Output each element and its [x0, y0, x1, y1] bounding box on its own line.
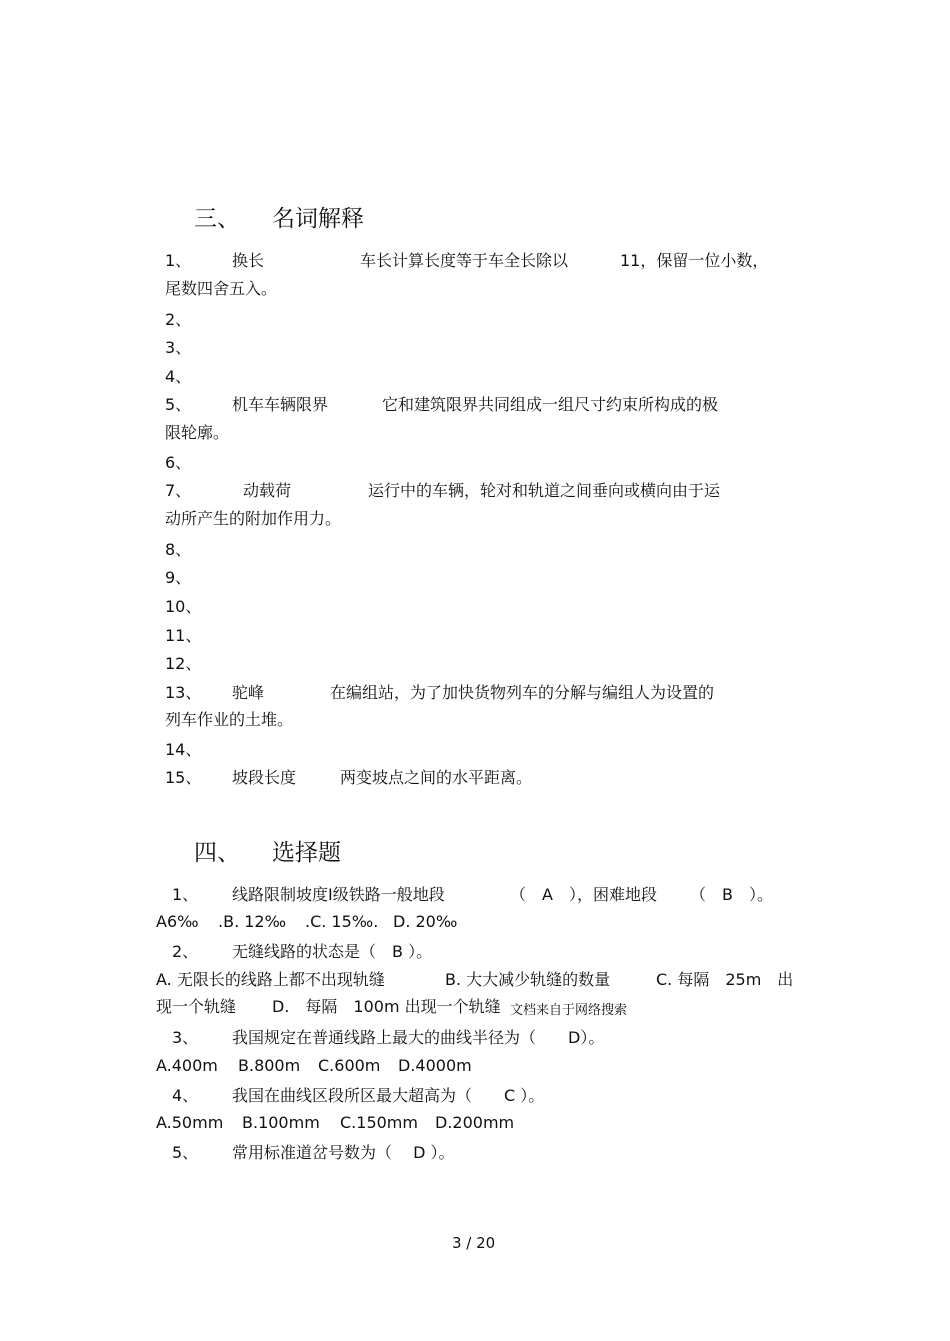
term-6-number: 6、 [165, 453, 192, 472]
term-5-definition: 它和建筑限界共同组成一组尺寸约束所构成的极 [382, 395, 719, 414]
term-11-number: 11、 [165, 626, 202, 645]
term-15-name: 坡段长度 [232, 768, 297, 787]
question-4-option-c: C.150mm [340, 1113, 418, 1132]
term-13-definition: 在编组站，为了加快货物列车的分解与编组人为设置的 [330, 683, 715, 702]
question-1-text: 线路限制坡度Ⅰ级铁路一般地段 [232, 885, 445, 904]
term-5-number: 5、 [165, 395, 192, 414]
question-5-number: 5、 [172, 1143, 199, 1162]
question-4-option-d: D.200mm [435, 1113, 515, 1132]
term-4-number: 4、 [165, 367, 192, 386]
section-4-number: 四、 [194, 840, 240, 866]
source-note: 文档来自于网络搜索 [510, 1003, 628, 1018]
term-10-number: 10、 [165, 597, 202, 616]
term-7-definition-line2: 动所产生的附加作用力。 [165, 509, 342, 528]
term-1-name: 换长 [232, 251, 265, 270]
term-5-definition-line2: 限轮廓。 [165, 423, 230, 442]
question-3-option-c: C.600m [318, 1056, 381, 1075]
term-15-definition: 两变坡点之间的水平距离。 [340, 768, 533, 787]
question-4-option-a: A.50mm [156, 1113, 224, 1132]
term-13-number: 13、 [165, 683, 202, 702]
term-9-number: 9、 [165, 568, 192, 587]
term-13-name: 驼峰 [232, 683, 265, 702]
question-3-number: 3、 [172, 1028, 199, 1047]
question-1-option-c: .C. 15‰. [305, 912, 379, 931]
question-3-text: 我国规定在普通线路上最大的曲线半径为（ D）。 [232, 1028, 605, 1047]
term-1-definition-line2: 尾数四舍五入。 [165, 279, 278, 298]
question-4-option-b: B.100mm [242, 1113, 320, 1132]
question-1-number: 1、 [172, 885, 199, 904]
section-3-number: 三、 [194, 206, 240, 232]
question-2-option-c: C. 每隔 25m 出 [656, 970, 794, 989]
question-2-number: 2、 [172, 942, 199, 961]
term-3-number: 3、 [165, 338, 192, 357]
question-1-answer-2: （ B ）。 [690, 885, 773, 904]
question-1-option-a: A6‰ [156, 912, 199, 931]
term-14-number: 14、 [165, 740, 202, 759]
section-4-title: 选择题 [272, 840, 341, 866]
term-5-name: 机车车辆限界 [232, 395, 329, 414]
term-7-definition: 运行中的车辆，轮对和轨道之间垂向或横向由于运 [368, 481, 721, 500]
question-1-option-d: D. 20‰ [393, 912, 458, 931]
term-13-definition-line2: 列车作业的土堆。 [165, 710, 294, 729]
question-3-option-d: D.4000m [398, 1056, 472, 1075]
question-5-text: 常用标准道岔号数为（ D ）。 [232, 1143, 455, 1162]
term-12-number: 12、 [165, 654, 202, 673]
question-2-text: 无缝线路的状态是（ B ）。 [232, 942, 433, 961]
question-3-option-a: A.400m [156, 1056, 218, 1075]
term-8-number: 8、 [165, 540, 192, 559]
term-1-definition: 车长计算长度等于车全长除以 [360, 251, 569, 270]
term-15-number: 15、 [165, 768, 202, 787]
term-7-name: 动载荷 [243, 481, 292, 500]
question-1-answer-1: （ A ），困难地段 [510, 885, 657, 904]
term-2-number: 2、 [165, 310, 192, 329]
question-4-text: 我国在曲线区段所区最大超高为（ C ）。 [232, 1086, 545, 1105]
question-4-number: 4、 [172, 1086, 199, 1105]
term-7-number: 7、 [165, 481, 192, 500]
page-number: 3 / 20 [452, 1234, 496, 1252]
question-1-option-b: .B. 12‰ [218, 912, 287, 931]
term-1-definition-cont: 11，保留一位小数， [620, 251, 769, 270]
question-2-option-b: B. 大大减少轨缝的数量 [445, 970, 611, 989]
question-2-option-a: A. 无限长的线路上都不出现轨缝 [156, 970, 385, 989]
question-2-option-d: D. 每隔 100m 出现一个轨缝 [272, 997, 501, 1016]
question-3-option-b: B.800m [238, 1056, 301, 1075]
term-1-number: 1、 [165, 251, 192, 270]
question-2-option-c-cont: 现一个轨缝 [156, 997, 237, 1016]
section-3-title: 名词解释 [272, 206, 364, 232]
